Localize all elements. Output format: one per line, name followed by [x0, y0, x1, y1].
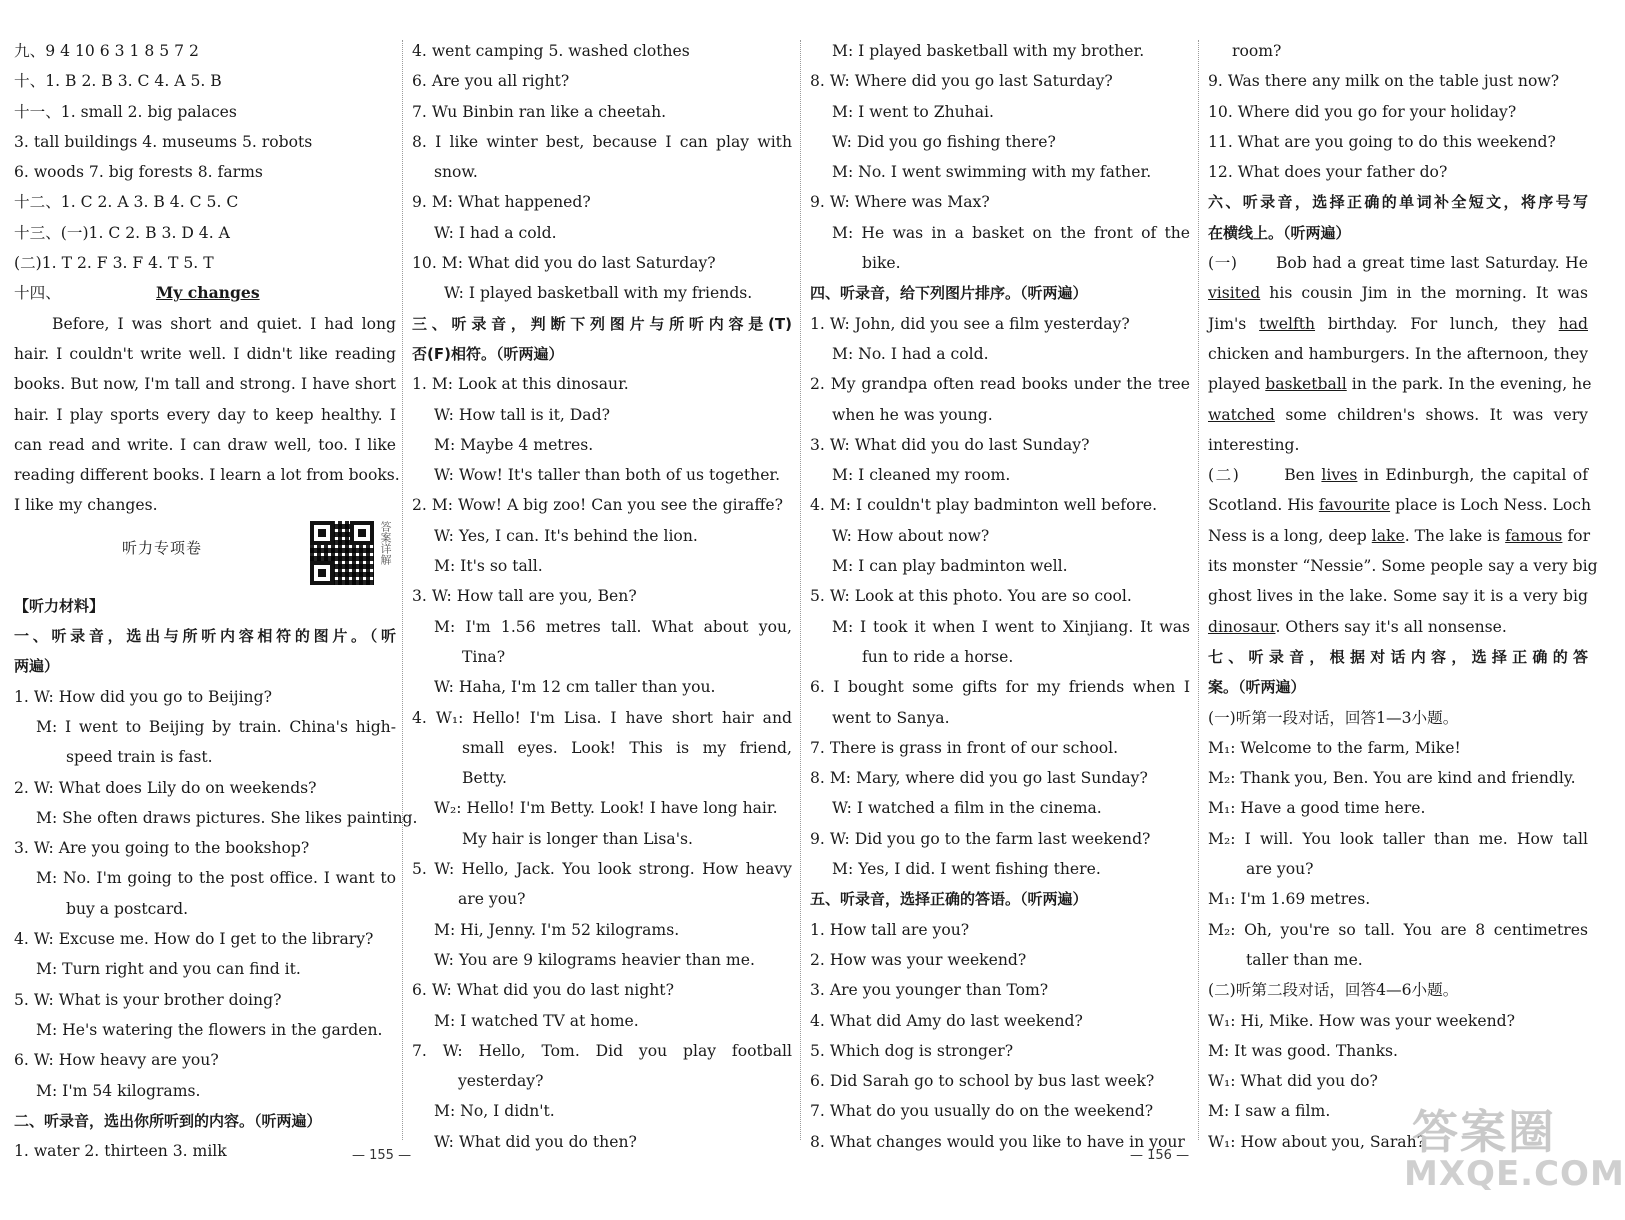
dialogue-line: M: I took it when I went to Xinjiang. It was [832, 617, 1190, 636]
dialogue-line: W: I played basketball with my friends. [444, 284, 753, 303]
dialogue-line: W: I had a cold. [434, 223, 557, 242]
dialogue-line: yesterday? [458, 1072, 544, 1091]
essay-heading [14, 278, 396, 308]
filled-blank: visited [1208, 284, 1261, 303]
dialogue-line: M: I can play badminton well. [832, 557, 1068, 576]
dialogue-line: are you? [458, 890, 526, 909]
dialogue-line: M: I cleaned my room. [832, 466, 1011, 485]
dialogue-line: buy a postcard. [66, 899, 189, 918]
passage-text: . Others say it's all nonsense. [1275, 617, 1507, 636]
essay-line: can read and write. I can draw well, too. I like [14, 435, 396, 454]
dialogue-line: Tina? [462, 647, 506, 666]
dialogue-line: M: Yes, I did. I went fishing there. [832, 860, 1101, 879]
passage-line [1208, 309, 1588, 339]
dialogue-line: W: Haha, I'm 12 cm taller than you. [434, 678, 716, 697]
dialogue-line: small eyes. Look! This is my friend, [462, 738, 792, 757]
passage-line: chicken and hamburgers. In the afternoon, they [1208, 344, 1588, 363]
dialogue-line: fun to ride a horse. [862, 647, 1014, 666]
question-line: 12. What does your father do? [1208, 163, 1448, 182]
passage-line [1208, 400, 1588, 430]
dialogue-line: M: He was in a basket on the front of the [832, 223, 1190, 242]
passage-text: his cousin Jim in the morning. It was [1269, 284, 1588, 303]
material-heading: 【听力材料】 [14, 596, 105, 615]
answer-line: (二)1. T 2. F 3. F 4. T 5. T [14, 254, 214, 273]
column-4 [1208, 36, 1598, 1157]
essay-line: reading different books. I learn a lot from books. [14, 466, 400, 485]
dialogue-line: 8. I like winter best, because I can play with [412, 132, 792, 151]
dialogue-line: 7. There is grass in front of our school. [810, 738, 1119, 757]
answer-line: 十三、(一)1. C 2. B 3. D 4. A [14, 223, 230, 242]
filled-blank: dinosaur [1208, 617, 1276, 636]
dialogue-line: taller than me. [1246, 950, 1363, 969]
question-line: 6. Did Sarah go to school by bus last week? [810, 1072, 1155, 1091]
question-line: 8. What changes would you like to have in your [810, 1132, 1185, 1151]
dialogue-line: M: I went to Zhuhai. [832, 102, 994, 121]
question-line: 2. How was your weekend? [810, 950, 1027, 969]
passage-text: Ness is a long, deep [1208, 526, 1367, 545]
dialogue-line: M₂: Thank you, Ben. You are kind and friendly. [1208, 769, 1576, 788]
dialogue-line: 1. W: John, did you see a film yesterday? [810, 314, 1130, 333]
dialogue-line: M: Turn right and you can find it. [36, 960, 301, 979]
passage-text: in the park. In the evening, he [1351, 375, 1592, 394]
question-line: 4. What did Amy do last weekend? [810, 1011, 1083, 1030]
dialogue-line: when he was young. [832, 405, 993, 424]
part-heading: 三、听录音，判断下列图片与所听内容是(T) [412, 314, 792, 333]
dialogue-line: 4. M: I couldn't play badminton well before. [810, 496, 1158, 515]
section-header [14, 521, 396, 591]
dialogue-line: M₂: Oh, you're so tall. You are 8 centimetres [1208, 920, 1588, 939]
dialogue-line: 5. W: Hello, Jack. You look strong. How heavy [412, 860, 792, 879]
passage-line [1208, 612, 1588, 642]
qr-caption: 答案详解 [379, 520, 392, 565]
passage-text: for [1567, 526, 1591, 545]
dialogue-line: 7. Wu Binbin ran like a cheetah. [412, 102, 667, 121]
dialogue-line: 8. M: Mary, where did you go last Sunday? [810, 769, 1148, 788]
essay-line: I like my changes. [14, 496, 158, 515]
dialogue-line: 9. W: Did you go to the farm last weekend? [810, 829, 1151, 848]
part-heading: 两遍） [14, 657, 60, 676]
part-heading: 五、听录音，选择正确的答语。（听两遍） [810, 890, 1088, 909]
dialogue-line: M₁: Welcome to the farm, Mike! [1208, 738, 1461, 757]
passage-text: Bob had a great time last Saturday. He [1275, 254, 1588, 273]
filled-blank: lake [1371, 526, 1405, 545]
passage-text: . The lake is [1404, 526, 1501, 545]
passage-line [1208, 521, 1591, 551]
passage-text: Ben [1284, 466, 1315, 485]
dialogue-line: M: She often draws pictures. She likes painting. [36, 808, 418, 827]
dialogue-line: W: Did you go fishing there? [832, 132, 1056, 151]
passage-label: (二) [1208, 466, 1239, 485]
dialogue-line: 9. W: Where was Max? [810, 193, 990, 212]
essay-title: My changes [156, 283, 260, 303]
answer-line: 3. tall buildings 4. museums 5. robots [14, 132, 313, 151]
dialogue-line: 8. W: Where did you go last Saturday? [810, 72, 1113, 91]
essay-line: Before, I was short and quiet. I had long [52, 314, 396, 333]
passage-text: in Edinburgh, the capital of [1363, 466, 1588, 485]
dialogue-line: W: You are 9 kilograms heavier than me. [434, 950, 755, 969]
column-divider [402, 40, 404, 1140]
dialogue-line: 3. W: Are you going to the bookshop? [14, 839, 310, 858]
dialogue-line: M₁: I'm 1.69 metres. [1208, 890, 1371, 909]
question-line: 1. How tall are you? [810, 920, 970, 939]
part-heading: 四、听录音，给下列图片排序。（听两遍） [810, 284, 1088, 303]
part-heading: 否(F)相符。（听两遍） [412, 344, 564, 363]
part-heading: 七、听录音，根据对话内容，选择正确的答 [1208, 647, 1588, 666]
dialogue-line: 5. W: Look at this photo. You are so cool. [810, 587, 1132, 606]
passage-line [1208, 278, 1588, 308]
passage-text: birthday. For lunch, they [1327, 314, 1546, 333]
dialogue-line: M: No. I had a cold. [832, 344, 989, 363]
question-line: 10. Where did you go for your holiday? [1208, 102, 1517, 121]
dialogue-line: W: How about now? [832, 526, 990, 545]
passage-line [1208, 460, 1588, 490]
dialogue-line: M: I watched TV at home. [434, 1011, 639, 1030]
dialogue-line: W: Wow! It's taller than both of us together. [434, 466, 781, 485]
part-heading: 二、听录音，选出你所听到的内容。（听两遍） [14, 1111, 322, 1130]
question-line: 9. Was there any milk on the table just now? [1208, 72, 1560, 91]
filled-blank: watched [1208, 405, 1275, 424]
dialogue-line: W: How tall is it, Dad? [434, 405, 610, 424]
dialogue-line: bike. [862, 254, 901, 273]
column-divider [800, 40, 802, 1140]
dialogue-line: W: What did you do then? [434, 1132, 637, 1151]
part-heading: 六、听录音，选择正确的单词补全短文，将序号写 [1208, 193, 1588, 212]
filled-blank: lives [1321, 466, 1358, 485]
part-heading: 案。（听两遍） [1208, 678, 1306, 697]
answer-line: 6. woods 7. big forests 8. farms [14, 163, 263, 182]
dialogue-line: speed train is fast. [66, 748, 213, 767]
dialogue-line: 10. M: What did you do last Saturday? [412, 254, 716, 273]
dialogue-line: 5. W: What is your brother doing? [14, 990, 282, 1009]
filled-blank: twelfth [1259, 314, 1316, 333]
watermark-domain: MXQE.COM [1404, 1154, 1625, 1194]
filled-blank: famous [1505, 526, 1563, 545]
dialogue-line: 3. W: How tall are you, Ben? [412, 587, 637, 606]
dialogue-line: M: I played basketball with my brother. [832, 42, 1145, 60]
dialogue-line: M₁: Have a good time here. [1208, 799, 1426, 818]
dialogue-line: M: No. I'm going to the post office. I want to [36, 869, 396, 888]
dialogue-line: 7. W: Hello, Tom. Did you play football [412, 1041, 792, 1060]
answer-line: 1. water 2. thirteen 3. milk [14, 1142, 227, 1161]
passage-text: some children's shows. It was very [1285, 405, 1588, 424]
dialogue-line: M: I saw a film. [1208, 1102, 1331, 1121]
dialogue-line: M: No, I didn't. [434, 1102, 555, 1121]
column-1 [14, 36, 418, 1166]
dialogue-line: 2. M: Wow! A big zoo! Can you see the giraffe? [412, 496, 784, 515]
answer-line: 九、9 4 10 6 3 1 8 5 7 2 [14, 42, 199, 60]
essay-line: hair. I couldn't write well. I didn't like reading [14, 344, 396, 363]
passage-line [1208, 369, 1592, 399]
passage-label: (一) [1208, 254, 1237, 273]
question-line: 11. What are you going to do this weekend? [1208, 132, 1556, 151]
dialogue-line: M: He's watering the flowers in the garden. [36, 1020, 383, 1039]
passage-line: its monster “Nessie”. Some people say a very big [1208, 557, 1598, 576]
dialogue-line: (二)听第二段对话，回答4—6小题。 [1208, 981, 1459, 1000]
dialogue-line: W: I watched a film in the cinema. [832, 799, 1102, 818]
answer-line: 十、1. B 2. B 3. C 4. A 5. B [14, 72, 222, 91]
dialogue-line: are you? [1246, 860, 1314, 879]
part-heading: 在横线上。（听两遍） [1208, 223, 1351, 242]
question-line: 5. Which dog is stronger? [810, 1041, 1014, 1060]
page-number: — 156 — [1130, 1148, 1190, 1163]
filled-blank: favourite [1318, 496, 1391, 515]
passage-line: ghost lives in the lake. Some say it is a very big [1208, 587, 1588, 606]
essay-label: 十四、 [14, 284, 61, 303]
dialogue-line: M: Hi, Jenny. I'm 52 kilograms. [434, 920, 680, 939]
dialogue-line: 4. W₁: Hello! I'm Lisa. I have short hair and [412, 708, 792, 727]
dialogue-line: M: I went to Beijing by train. China's high- [36, 717, 396, 736]
question-line: 3. Are you younger than Tom? [810, 981, 1049, 1000]
dialogue-line: 2. W: What does Lily do on weekends? [14, 778, 317, 797]
dialogue-line: 1. W: How did you go to Beijing? [14, 687, 272, 706]
watermark-text: 答案圈 [1412, 1105, 1556, 1159]
essay-line: books. But now, I'm tall and strong. I have short [14, 375, 396, 394]
page-number: — 155 — [352, 1148, 412, 1163]
dialogue-line: 6. Are you all right? [412, 72, 570, 91]
passage-text: place is Loch Ness. Loch [1395, 496, 1591, 515]
part-heading: 一、听录音，选出与所听内容相符的图片。（听 [14, 627, 396, 646]
question-line: 7. What do you usually do on the weekend? [810, 1102, 1154, 1121]
dialogue-line: 1. M: Look at this dinosaur. [412, 375, 629, 394]
dialogue-line: 2. My grandpa often read books under the tree [810, 375, 1190, 394]
dialogue-line: went to Sanya. [832, 708, 950, 727]
dialogue-line: 3. W: What did you do last Sunday? [810, 435, 1090, 454]
dialogue-line: W₂: Hello! I'm Betty. Look! I have long hair. [434, 799, 778, 818]
dialogue-line: Betty. [462, 769, 507, 788]
question-line: room? [1232, 42, 1282, 60]
passage-text: played [1208, 375, 1261, 394]
dialogue-line: M: It's so tall. [434, 557, 543, 576]
section-title: 听力专项卷 [122, 538, 203, 557]
dialogue-line: W₁: Hi, Mike. How was your weekend? [1208, 1011, 1515, 1030]
dialogue-line: (一)听第一段对话，回答1—3小题。 [1208, 708, 1459, 727]
watermark-logo [1402, 1092, 1625, 1202]
dialogue-line: M: No. I went swimming with my father. [832, 163, 1152, 182]
dialogue-line: 6. W: What did you do last night? [412, 981, 674, 1000]
essay-line: hair. I play sports every day to keep healthy. I [14, 405, 396, 424]
passage-line [1208, 490, 1591, 520]
passage-text: Scotland. His [1208, 496, 1314, 515]
answer-line: 十一、1. small 2. big palaces [14, 102, 237, 121]
dialogue-line: My hair is longer than Lisa's. [462, 829, 693, 848]
dialogue-line: M: I'm 1.56 metres tall. What about you, [434, 617, 792, 636]
dialogue-line: W₁: How about you, Sarah? [1208, 1132, 1426, 1151]
dialogue-line: M: I'm 54 kilograms. [36, 1081, 201, 1100]
dialogue-line: snow. [434, 163, 478, 182]
filled-blank: basketball [1265, 375, 1347, 394]
filled-blank: had [1558, 314, 1588, 333]
dialogue-line: W: Yes, I can. It's behind the lion. [434, 526, 698, 545]
column-2 [412, 36, 792, 1157]
dialogue-line: 9. M: What happened? [412, 193, 591, 212]
answer-line: 十二、1. C 2. A 3. B 4. C 5. C [14, 193, 239, 212]
dialogue-line: M: Maybe 4 metres. [434, 435, 594, 454]
dialogue-line: M: It was good. Thanks. [1208, 1041, 1399, 1060]
dialogue-line: 4. went camping 5. washed clothes [412, 42, 690, 60]
passage-line [1208, 248, 1588, 278]
qr-code[interactable] [310, 521, 374, 585]
passage-line: interesting. [1208, 435, 1300, 454]
dialogue-line: 6. W: How heavy are you? [14, 1051, 219, 1070]
dialogue-line: 6. I bought some gifts for my friends when I [810, 678, 1190, 697]
dialogue-line: M₂: I will. You look taller than me. How tall [1208, 829, 1588, 848]
passage-text: Jim's [1208, 314, 1247, 333]
dialogue-line: W₁: What did you do? [1208, 1072, 1378, 1091]
column-divider [1198, 40, 1200, 1140]
column-3 [810, 36, 1190, 1157]
dialogue-line: 4. W: Excuse me. How do I get to the library? [14, 930, 374, 949]
